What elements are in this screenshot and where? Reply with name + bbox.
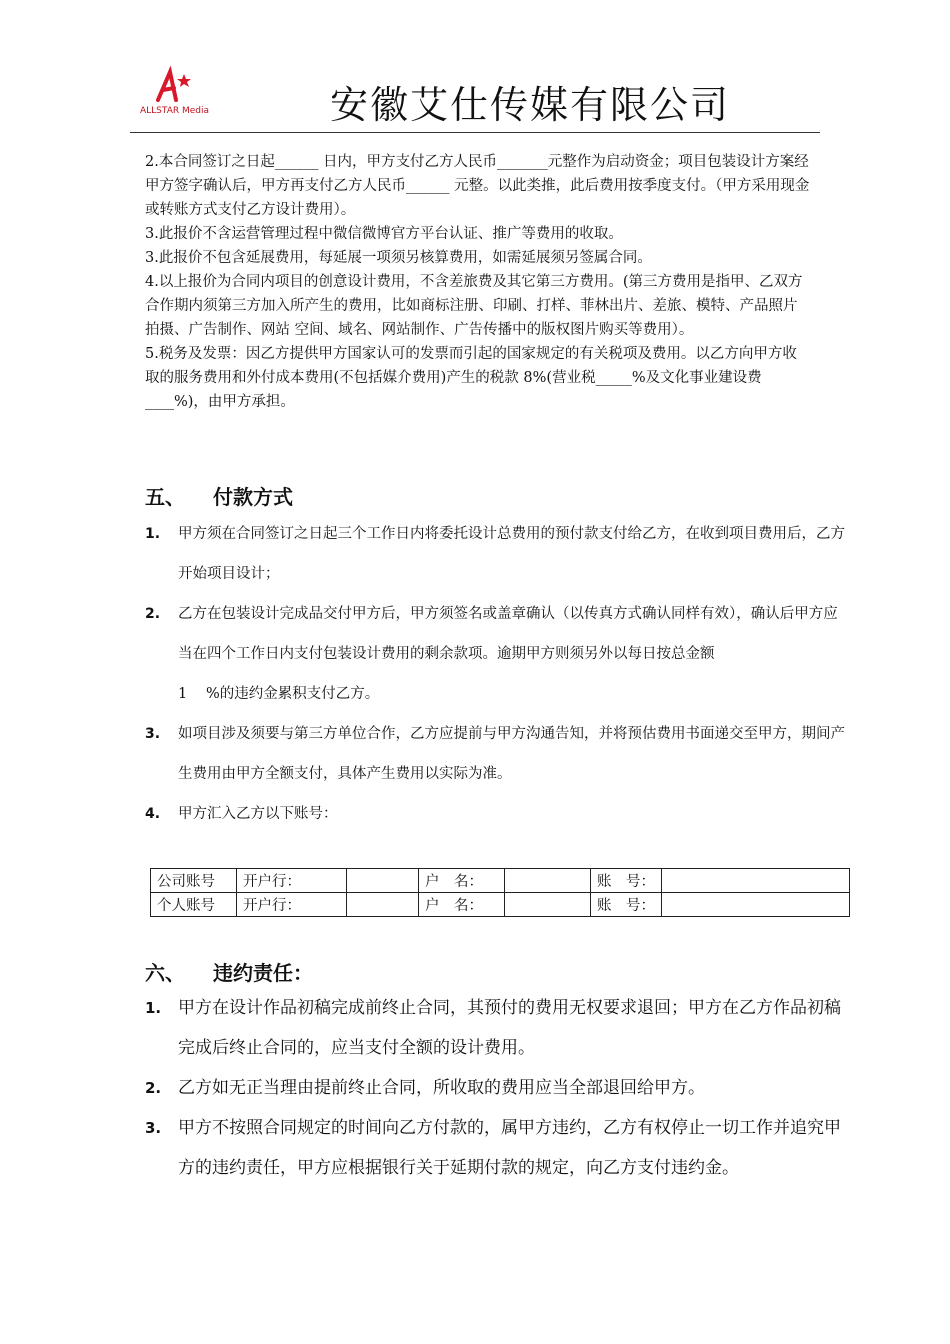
- section-5-heading: [145, 481, 293, 510]
- company-logo: [140, 66, 210, 122]
- list-item: [145, 1068, 850, 1108]
- company-title: 安徽艾仕传媒有限公司: [330, 83, 731, 127]
- table-row: [151, 869, 850, 893]
- number-label: 账 号：: [591, 869, 662, 893]
- section-6-heading: [145, 957, 313, 986]
- header-divider: [130, 132, 820, 133]
- clause-5: 5.税务及发票：因乙方提供甲方国家认可的发票而引起的国家规定的有关税项及费用。以乙方向甲方收取的服务费用和外付成本费用(不包括媒介费用)产生的税款 8%(营业税_____%及文化事业建设费____%)，由甲方承担。: [145, 346, 797, 410]
- logo-text: ALLSTAR Media: [140, 106, 209, 116]
- item-number: 1.: [145, 526, 161, 542]
- item-text-tail: %的违约金累积支付乙方。: [206, 686, 380, 702]
- bank-label: 开户行：: [237, 869, 347, 893]
- bank-label: 开户行：: [237, 893, 347, 917]
- item-number: 3.: [145, 726, 161, 742]
- number-value: [662, 869, 850, 893]
- penalty-rate: 1: [178, 686, 188, 702]
- clause-2: 2.本合同签订之日起______ 日内，甲方支付乙方人民币_______元整作为启动资金；项目包装设计方案经甲方签字确认后，甲方再支付乙方人民币______ 元整。以此类推，此后费用按季度支付。（甲方采用现金或转账方式支付乙方设计费用）。: [145, 154, 810, 218]
- list-item: [145, 1108, 850, 1188]
- clause-4: 4.以上报价为合同内项目的创意设计费用，不含差旅费及其它第三方费用。(第三方费用是指甲、乙双方合作期内须第三方加入所产生的费用，比如商标注册、印刷、打样、菲林出片、差旅、模特、产品照片拍摄、广告制作、网站 空间、域名、网站制作、广告传播中的版权图片购买等费用）。: [145, 274, 803, 338]
- item-number: 4.: [145, 806, 161, 822]
- number-value: [662, 893, 850, 917]
- item-number: 2.: [145, 1079, 162, 1097]
- item-text: 乙方在包装设计完成品交付甲方后，甲方须签名或盖章确认（以传真方式确认同样有效），确认后甲方应当在四个工作日内支付包装设计费用的剩余款项。逾期甲方则须另外以每日按总金额: [178, 606, 838, 662]
- allstar-logo-icon: [140, 66, 210, 122]
- item-number: 3.: [145, 1119, 162, 1137]
- table-row: [151, 893, 850, 917]
- bank-value: [347, 893, 419, 917]
- account-table: [150, 868, 850, 917]
- item-text: 甲方汇入乙方以下账号：: [178, 806, 338, 822]
- list-item: [145, 988, 850, 1068]
- section-5-number: 五、: [145, 485, 185, 509]
- name-label: 户 名：: [419, 869, 505, 893]
- section-6-number: 六、: [145, 961, 185, 985]
- account-type: 个人账号: [151, 893, 237, 917]
- name-label: 户 名：: [419, 893, 505, 917]
- item-text: 如项目涉及须要与第三方单位合作，乙方应提前与甲方沟通告知，并将预估费用书面递交至甲方，期间产生费用由甲方全额支付，具体产生费用以实际为准。: [178, 726, 845, 782]
- item-number: 1.: [145, 999, 162, 1017]
- item-text: 甲方不按照合同规定的时间向乙方付款的，属甲方违约，乙方有权停止一切工作并追究甲方的违约责任，甲方应根据银行关于延期付款的规定，向乙方支付违约金。: [178, 1118, 841, 1178]
- section-6-title: 违约责任：: [213, 961, 313, 985]
- name-value: [505, 869, 591, 893]
- bank-value: [347, 869, 419, 893]
- section-5-title: 付款方式: [213, 485, 293, 509]
- number-label: 账 号：: [591, 893, 662, 917]
- list-item: [145, 514, 850, 594]
- item-text: 甲方在设计作品初稿完成前终止合同，其预付的费用无权要求退回；甲方在乙方作品初稿完成后终止合同的，应当支付全额的设计费用。: [178, 998, 841, 1058]
- list-item: [145, 594, 850, 714]
- list-item: [145, 794, 850, 834]
- clause-3b: 3.此报价不包含延展费用，每延展一项须另核算费用，如需延展须另签属合同。: [145, 250, 652, 266]
- fee-clauses: [145, 150, 810, 414]
- clause-3a: 3.此报价不含运营管理过程中微信微博官方平台认证、推广等费用的收取。: [145, 226, 623, 242]
- name-value: [505, 893, 591, 917]
- account-type: 公司账号: [151, 869, 237, 893]
- payment-list: [145, 514, 850, 834]
- list-item: [145, 714, 850, 794]
- item-text: 甲方须在合同签订之日起三个工作日内将委托设计总费用的预付款支付给乙方，在收到项目费用后，乙方开始项目设计；: [178, 526, 845, 582]
- breach-list: [145, 988, 850, 1188]
- item-text: 乙方如无正当理由提前终止合同，所收取的费用应当全部退回给甲方。: [178, 1078, 705, 1098]
- item-number: 2.: [145, 606, 161, 622]
